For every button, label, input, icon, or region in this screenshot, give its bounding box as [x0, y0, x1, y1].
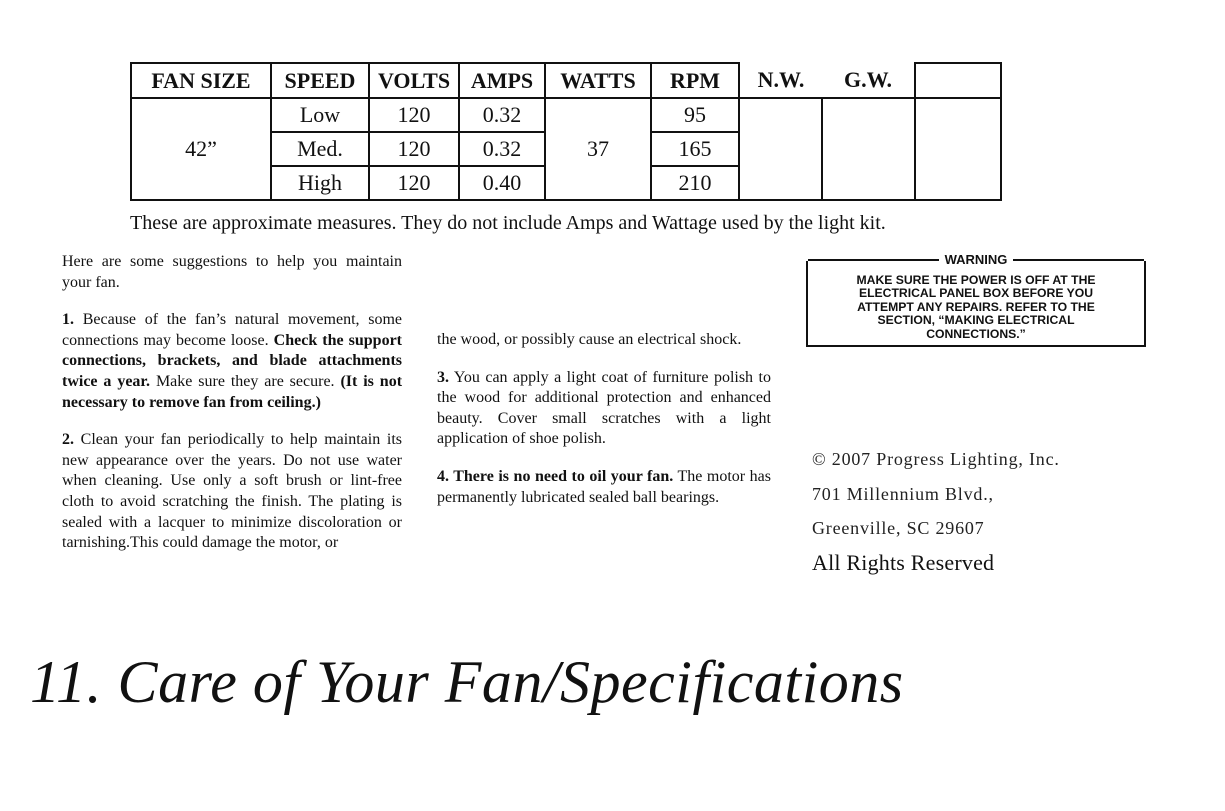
header-fan-size: FAN SIZE [131, 63, 271, 98]
care-continuation: the wood, or possibly cause an electrical shock. [437, 331, 742, 348]
header-watts: WATTS [545, 63, 651, 98]
volts-cell: 120 [369, 132, 459, 166]
item-number: 3. [437, 368, 449, 386]
watts-cell: 37 [545, 98, 651, 200]
volts-cell: 120 [369, 98, 459, 132]
warning-box [806, 252, 1146, 347]
speed-cell: Low [271, 98, 369, 132]
warning-text: MAKE SURE THE POWER IS OFF AT THE ELECTRICAL PANEL BOX BEFORE YOU ATTEMPT ANY REPAIRS. REFER TO THE SECTION, “MAKING ELECTRICAL CONNECTIONS.” [856, 273, 1096, 341]
item-text: Make sure they are secure. [150, 372, 341, 390]
header-volts: VOLTS [369, 63, 459, 98]
warning-title: WARNING [944, 252, 1008, 267]
address-line: 701 Millennium Blvd., [812, 483, 994, 504]
copyright-line: © 2007 Progress Lighting, Inc. [812, 449, 1060, 469]
divider [808, 259, 939, 261]
spec-table [130, 62, 1002, 201]
gw-cell [822, 98, 915, 200]
copyright-block [812, 442, 1060, 580]
city-line: Greenville, SC 29607 [812, 518, 985, 538]
care-item-3 [437, 368, 771, 450]
speed-cell: Med. [271, 132, 369, 166]
item-text: You can apply a light coat of furniture polish to the wood for additional protection and enhanced beauty. Cover small scratches with a light application of shoe polish. [437, 368, 771, 448]
table-row [131, 98, 1001, 132]
header-speed: SPEED [271, 63, 369, 98]
rpm-cell: 95 [651, 98, 739, 132]
care-column-left [62, 252, 402, 571]
item-text: The motor has permanently lubricated sealed ball bearings. [437, 467, 771, 506]
table-header-row [131, 63, 1001, 98]
item-text: Clean your fan periodically to help maintain its new appearance over the years. Do not use water when cleaning. Use only a soft brush or lint-free cloth to avoid scratching the finish. The plating is sealed with a lacquer to minimize discoloration or tarnishing.This could damage the motor, or [62, 431, 402, 552]
care-column-middle [437, 330, 771, 525]
page-title: 11. Care of Your Fan/Specifications [30, 649, 904, 715]
divider [1013, 259, 1144, 261]
amps-cell: 0.32 [459, 98, 545, 132]
item-emphasis: There is no need to oil your fan. [449, 467, 674, 485]
care-item-2 [62, 430, 402, 554]
amps-cell: 0.32 [459, 132, 545, 166]
blank-cell [915, 98, 1001, 200]
speed-cell: High [271, 166, 369, 200]
header-blank [915, 63, 1001, 98]
volts-cell: 120 [369, 166, 459, 200]
item-emphasis: (It is not necessary to remove fan from ceiling.) [62, 372, 403, 411]
header-nw: N.W. [739, 63, 822, 98]
care-intro: Here are some suggestions to help you maintain your fan. [62, 253, 402, 291]
header-rpm: RPM [651, 63, 739, 98]
nw-cell [739, 98, 822, 200]
amps-cell: 0.40 [459, 166, 545, 200]
item-number: 2. [62, 431, 74, 449]
warning-heading [808, 253, 1144, 266]
rpm-cell: 165 [651, 132, 739, 166]
item-number: 4. [437, 467, 449, 485]
header-gw: G.W. [822, 63, 915, 98]
rights-line: All Rights Reserved [812, 549, 995, 575]
item-text: Because of the fan’s natural movement, some connections may become loose. [62, 311, 402, 349]
item-emphasis: Check the support connections, brackets, and blade attachments twice a year. [62, 331, 402, 390]
care-item-4 [437, 467, 771, 508]
header-amps: AMPS [459, 63, 545, 98]
rpm-cell: 210 [651, 166, 739, 200]
measurement-note: These are approximate measures. They do not include Amps and Wattage used by the light kit. [130, 212, 886, 234]
fan-size-cell: 42” [131, 98, 271, 200]
item-number: 1. [62, 311, 74, 329]
care-item-1 [62, 310, 402, 413]
